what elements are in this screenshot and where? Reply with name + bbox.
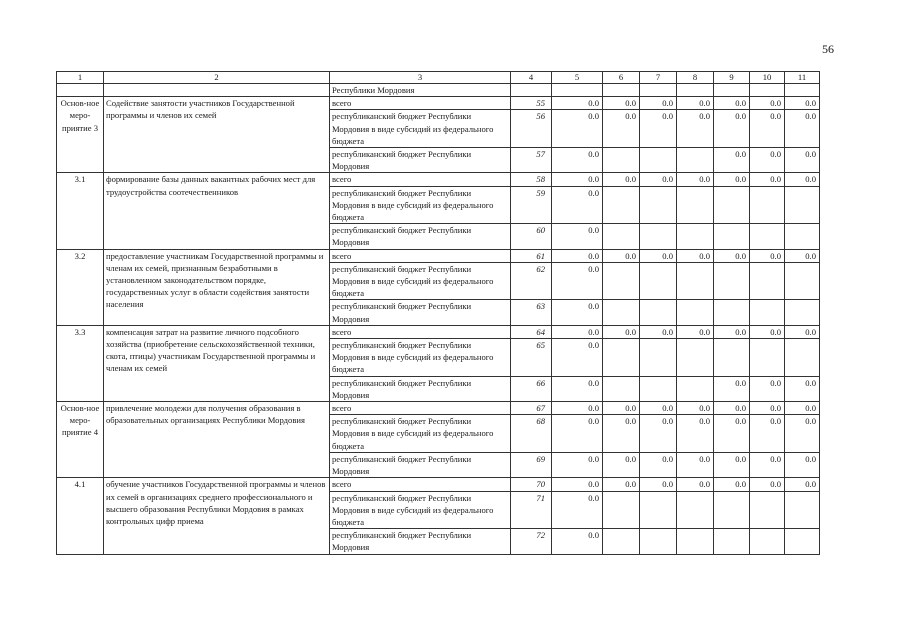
value-cell: 0.0 <box>640 173 677 186</box>
value-cell: 0.0 <box>750 376 785 401</box>
funding-source-cell: республиканский бюджет Республики Мордовия в виде субсидий из федерального бюджета <box>330 262 511 300</box>
value-cell: 0.0 <box>677 173 714 186</box>
funding-source-cell: республиканский бюджет Республики Мордовия <box>330 529 511 554</box>
row-code-cell: 56 <box>511 110 552 148</box>
value-cell: 0.0 <box>714 148 750 173</box>
activity-description-cell: Содействие занятости участников Государственной программы и членов их семей <box>104 97 330 173</box>
table-row <box>57 478 820 491</box>
value-cell: 0.0 <box>603 173 640 186</box>
value-cell: 0.0 <box>750 249 785 262</box>
row-code-cell: 68 <box>511 415 552 453</box>
activity-id-cell: Основ-ное меро-приятие 3 <box>57 97 104 173</box>
value-cell <box>714 529 750 554</box>
value-cell <box>603 186 640 224</box>
value-cell: 0.0 <box>640 402 677 415</box>
value-cell: 0.0 <box>603 478 640 491</box>
value-cell: 0.0 <box>714 478 750 491</box>
value-cell <box>640 148 677 173</box>
funding-source-cell: республиканский бюджет Республики Мордовия в виде субсидий из федерального бюджета <box>330 415 511 453</box>
row-code-cell: 67 <box>511 402 552 415</box>
table-header-row <box>57 72 820 84</box>
value-cell: 0.0 <box>552 402 603 415</box>
funding-source-cell: республиканский бюджет Республики Мордовия в виде субсидий из федерального бюджета <box>330 491 511 529</box>
value-cell: 0.0 <box>714 325 750 338</box>
row-code-cell: 62 <box>511 262 552 300</box>
value-cell <box>552 84 603 97</box>
activity-description-cell: привлечение молодежи для получения образования в образовательных организациях Республики Мордовия <box>104 402 330 478</box>
value-cell <box>750 262 785 300</box>
value-cell: 0.0 <box>552 339 603 377</box>
value-cell: 0.0 <box>677 402 714 415</box>
funding-source-cell: республиканский бюджет Республики Мордовия <box>330 376 511 401</box>
value-cell: 0.0 <box>552 376 603 401</box>
funding-source-cell: всего <box>330 173 511 186</box>
value-cell: 0.0 <box>677 452 714 477</box>
value-cell: 0.0 <box>785 452 820 477</box>
value-cell: 0.0 <box>640 478 677 491</box>
row-code-cell: 63 <box>511 300 552 325</box>
value-cell: 0.0 <box>552 249 603 262</box>
funding-source-cell: республиканский бюджет Республики Мордовия <box>330 224 511 249</box>
value-cell <box>677 339 714 377</box>
activity-id-cell: 3.3 <box>57 325 104 401</box>
value-cell: 0.0 <box>640 325 677 338</box>
value-cell <box>603 491 640 529</box>
value-cell: 0.0 <box>603 249 640 262</box>
value-cell: 0.0 <box>640 415 677 453</box>
value-cell <box>750 84 785 97</box>
row-code-cell <box>511 84 552 97</box>
row-code-cell: 57 <box>511 148 552 173</box>
value-cell: 0.0 <box>603 110 640 148</box>
value-cell: 0.0 <box>640 249 677 262</box>
row-code-cell: 64 <box>511 325 552 338</box>
funding-source-cell: республиканский бюджет Республики Мордовия в виде субсидий из федерального бюджета <box>330 186 511 224</box>
value-cell <box>640 186 677 224</box>
funding-source-cell: всего <box>330 249 511 262</box>
value-cell <box>640 529 677 554</box>
value-cell: 0.0 <box>677 249 714 262</box>
value-cell: 0.0 <box>552 173 603 186</box>
value-cell <box>603 300 640 325</box>
value-cell: 0.0 <box>552 148 603 173</box>
table-row <box>57 402 820 415</box>
value-cell <box>750 339 785 377</box>
row-code-cell: 66 <box>511 376 552 401</box>
value-cell <box>750 300 785 325</box>
value-cell: 0.0 <box>750 110 785 148</box>
header-cell: 2 <box>104 72 330 84</box>
value-cell <box>785 186 820 224</box>
value-cell: 0.0 <box>603 325 640 338</box>
funding-source-cell: всего <box>330 97 511 110</box>
header-cell: 1 <box>57 72 104 84</box>
value-cell <box>785 300 820 325</box>
header-cell: 7 <box>640 72 677 84</box>
value-cell: 0.0 <box>750 402 785 415</box>
value-cell: 0.0 <box>603 402 640 415</box>
row-code-cell: 70 <box>511 478 552 491</box>
value-cell: 0.0 <box>603 97 640 110</box>
value-cell <box>714 300 750 325</box>
value-cell <box>640 300 677 325</box>
value-cell: 0.0 <box>714 402 750 415</box>
activity-description-cell: компенсация затрат на развитие личного подсобного хозяйства (приобретение сельскохозяйственной техники, скота, птицы) участникам Государственной программы и членам их семей <box>104 325 330 401</box>
value-cell: 0.0 <box>552 300 603 325</box>
funding-source-cell: Республики Мордовия <box>330 84 511 97</box>
value-cell: 0.0 <box>552 224 603 249</box>
row-code-cell: 59 <box>511 186 552 224</box>
value-cell: 0.0 <box>552 325 603 338</box>
row-code-cell: 71 <box>511 491 552 529</box>
value-cell: 0.0 <box>677 415 714 453</box>
value-cell: 0.0 <box>640 452 677 477</box>
value-cell: 0.0 <box>750 148 785 173</box>
row-code-cell: 60 <box>511 224 552 249</box>
value-cell: 0.0 <box>750 452 785 477</box>
value-cell: 0.0 <box>552 97 603 110</box>
value-cell <box>750 529 785 554</box>
row-code-cell: 65 <box>511 339 552 377</box>
funding-source-cell: республиканский бюджет Республики Мордовия <box>330 452 511 477</box>
value-cell <box>640 262 677 300</box>
header-cell: 11 <box>785 72 820 84</box>
value-cell <box>677 300 714 325</box>
value-cell: 0.0 <box>552 478 603 491</box>
value-cell <box>677 84 714 97</box>
value-cell <box>714 262 750 300</box>
value-cell: 0.0 <box>640 97 677 110</box>
value-cell <box>785 491 820 529</box>
table-row <box>57 173 820 186</box>
header-cell: 6 <box>603 72 640 84</box>
value-cell: 0.0 <box>603 452 640 477</box>
value-cell: 0.0 <box>714 173 750 186</box>
value-cell: 0.0 <box>552 491 603 529</box>
activity-description-cell: формирование базы данных вакантных рабочих мест для трудоустройства соотечественников <box>104 173 330 249</box>
value-cell: 0.0 <box>785 478 820 491</box>
value-cell: 0.0 <box>640 110 677 148</box>
value-cell: 0.0 <box>785 148 820 173</box>
activity-description-cell: обучение участников Государственной программы и членов их семей в организациях среднего профессионального и высшего образования Республики Мордовия в рамках контрольных цифр приема <box>104 478 330 554</box>
header-cell: 4 <box>511 72 552 84</box>
value-cell: 0.0 <box>677 478 714 491</box>
header-cell: 9 <box>714 72 750 84</box>
activity-id-cell <box>57 84 104 97</box>
value-cell: 0.0 <box>714 376 750 401</box>
value-cell <box>677 491 714 529</box>
funding-source-cell: всего <box>330 402 511 415</box>
value-cell <box>603 529 640 554</box>
funding-source-cell: республиканский бюджет Республики Мордовия в виде субсидий из федерального бюджета <box>330 110 511 148</box>
value-cell <box>640 491 677 529</box>
value-cell <box>677 148 714 173</box>
table-row <box>57 325 820 338</box>
value-cell <box>785 84 820 97</box>
activity-id-cell: 3.1 <box>57 173 104 249</box>
value-cell: 0.0 <box>677 325 714 338</box>
header-cell: 5 <box>552 72 603 84</box>
value-cell <box>785 529 820 554</box>
funding-source-cell: республиканский бюджет Республики Мордовия в виде субсидий из федерального бюджета <box>330 339 511 377</box>
funding-source-cell: всего <box>330 325 511 338</box>
value-cell <box>640 224 677 249</box>
value-cell: 0.0 <box>785 173 820 186</box>
header-cell: 10 <box>750 72 785 84</box>
value-cell: 0.0 <box>552 529 603 554</box>
value-cell: 0.0 <box>785 97 820 110</box>
value-cell: 0.0 <box>785 376 820 401</box>
value-cell <box>714 224 750 249</box>
value-cell <box>785 224 820 249</box>
value-cell: 0.0 <box>677 97 714 110</box>
value-cell: 0.0 <box>603 415 640 453</box>
activity-id-cell: 4.1 <box>57 478 104 554</box>
value-cell: 0.0 <box>750 415 785 453</box>
value-cell: 0.0 <box>677 110 714 148</box>
value-cell: 0.0 <box>714 110 750 148</box>
value-cell: 0.0 <box>785 415 820 453</box>
row-code-cell: 69 <box>511 452 552 477</box>
activity-description-cell: предоставление участникам Государственной программы и членам их семей, признанным безработными в установленном законодательством порядке, государственных услуг в области содействия занятости населения <box>104 249 330 325</box>
row-code-cell: 58 <box>511 173 552 186</box>
value-cell: 0.0 <box>552 452 603 477</box>
table-row <box>57 249 820 262</box>
value-cell <box>640 84 677 97</box>
value-cell: 0.0 <box>552 110 603 148</box>
value-cell: 0.0 <box>714 452 750 477</box>
activity-id-cell: 3.2 <box>57 249 104 325</box>
table-body <box>57 72 820 555</box>
row-code-cell: 55 <box>511 97 552 110</box>
funding-source-cell: республиканский бюджет Республики Мордовия <box>330 148 511 173</box>
value-cell <box>714 491 750 529</box>
value-cell <box>640 339 677 377</box>
value-cell: 0.0 <box>714 415 750 453</box>
value-cell <box>603 376 640 401</box>
row-code-cell: 61 <box>511 249 552 262</box>
value-cell <box>750 224 785 249</box>
value-cell: 0.0 <box>714 249 750 262</box>
value-cell <box>750 186 785 224</box>
page-number: 56 <box>822 42 834 56</box>
value-cell: 0.0 <box>552 262 603 300</box>
activity-id-cell: Основ-ное меро-приятие 4 <box>57 402 104 478</box>
value-cell: 0.0 <box>750 173 785 186</box>
row-code-cell: 72 <box>511 529 552 554</box>
value-cell: 0.0 <box>552 415 603 453</box>
value-cell <box>677 262 714 300</box>
value-cell: 0.0 <box>750 478 785 491</box>
activity-description-cell <box>104 84 330 97</box>
table-row <box>57 97 820 110</box>
value-cell <box>677 186 714 224</box>
header-cell: 8 <box>677 72 714 84</box>
value-cell <box>677 529 714 554</box>
value-cell: 0.0 <box>785 402 820 415</box>
value-cell <box>677 224 714 249</box>
funding-source-cell: республиканский бюджет Республики Мордовия <box>330 300 511 325</box>
budget-table <box>56 71 820 555</box>
value-cell <box>603 262 640 300</box>
header-cell: 3 <box>330 72 511 84</box>
value-cell <box>603 148 640 173</box>
table-row <box>57 84 820 97</box>
value-cell: 0.0 <box>552 186 603 224</box>
value-cell <box>750 491 785 529</box>
value-cell: 0.0 <box>785 249 820 262</box>
value-cell <box>603 84 640 97</box>
value-cell <box>714 186 750 224</box>
value-cell <box>785 262 820 300</box>
value-cell: 0.0 <box>714 97 750 110</box>
value-cell <box>714 339 750 377</box>
value-cell: 0.0 <box>785 110 820 148</box>
value-cell <box>785 339 820 377</box>
funding-source-cell: всего <box>330 478 511 491</box>
value-cell <box>603 339 640 377</box>
value-cell <box>677 376 714 401</box>
value-cell <box>603 224 640 249</box>
value-cell: 0.0 <box>785 325 820 338</box>
value-cell: 0.0 <box>750 97 785 110</box>
value-cell <box>640 376 677 401</box>
value-cell: 0.0 <box>750 325 785 338</box>
value-cell <box>714 84 750 97</box>
